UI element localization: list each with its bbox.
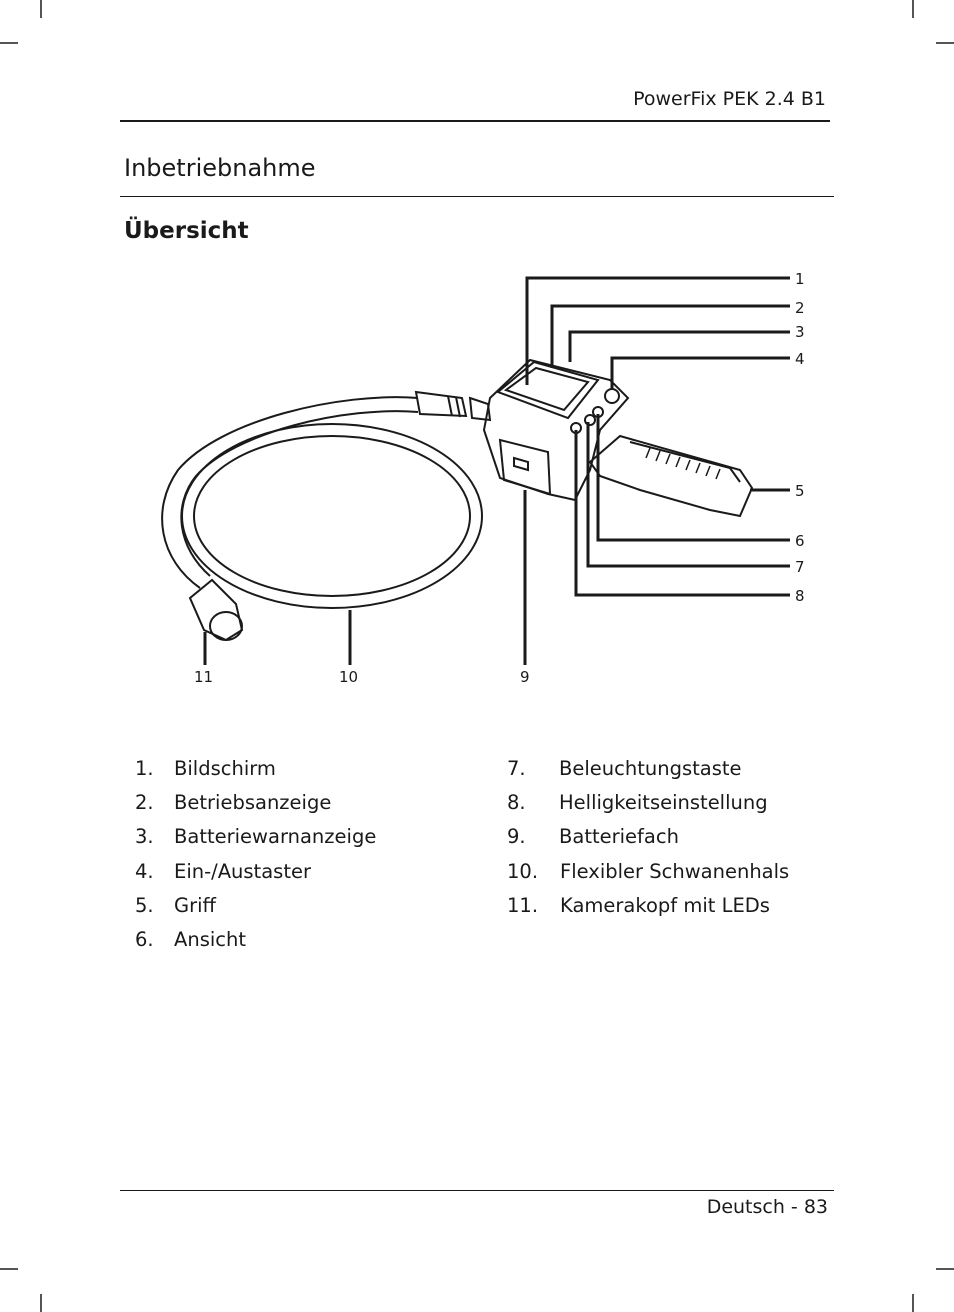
list-item: 5. Griff (135, 893, 216, 917)
callout-10: 10 (339, 668, 359, 686)
leader-line-7 (588, 422, 790, 566)
crop-mark (40, 0, 42, 18)
gooseneck-loop-inner (194, 436, 470, 596)
list-item: 2. Betriebsanzeige (135, 791, 332, 815)
callout-3: 3 (795, 323, 805, 341)
header-rule (120, 120, 830, 122)
list-item: 11. Kamerakopf mit LEDs (507, 893, 770, 917)
callout-6: 6 (795, 532, 805, 550)
crop-mark (936, 1268, 954, 1270)
page-number: Deutsch - 83 (706, 1196, 828, 1218)
list-item: 6. Ansicht (135, 927, 247, 951)
footer-rule (120, 1190, 834, 1191)
legend-left (135, 752, 465, 957)
crop-mark (40, 1294, 42, 1312)
list-item: 1. Bildschirm (135, 757, 276, 780)
callout-1: 1 (795, 270, 805, 288)
callout-5: 5 (795, 482, 805, 500)
camera-head (190, 580, 242, 640)
leader-line-4 (612, 358, 790, 390)
list-item: 10. Flexibler Schwanenhals (507, 859, 790, 883)
crop-mark (912, 1294, 914, 1312)
gooseneck-inner (181, 411, 418, 576)
callout-4: 4 (795, 350, 805, 368)
device-overview-figure (150, 262, 820, 692)
crop-mark (912, 0, 914, 18)
crop-mark (0, 1268, 18, 1270)
device-drawing (150, 262, 820, 692)
crop-mark (936, 42, 954, 44)
callout-8: 8 (795, 587, 805, 605)
section-title: Inbetriebnahme (124, 154, 316, 182)
list-item: 8. Helligkeitseinstellung (507, 791, 768, 815)
legend-right (507, 752, 827, 923)
callout-2: 2 (795, 299, 805, 317)
callout-9: 9 (520, 668, 530, 686)
callout-7: 7 (795, 558, 805, 576)
section-rule (120, 196, 834, 197)
list-item: 7. Beleuchtungstaste (507, 757, 742, 780)
crop-mark (0, 42, 18, 44)
list-item: 9. Batteriefach (507, 825, 679, 849)
list-item: 4. Ein-/Austaster (135, 859, 311, 883)
callout-11: 11 (194, 668, 214, 686)
subsection-title: Übersicht (124, 218, 249, 244)
list-item: 3. Batteriewarnanzeige (135, 825, 377, 849)
handle (590, 436, 752, 516)
power-button (605, 389, 619, 403)
running-header: PowerFix PEK 2.4 B1 (633, 88, 826, 110)
leader-line-6 (598, 414, 790, 540)
battery-compartment (500, 440, 550, 494)
